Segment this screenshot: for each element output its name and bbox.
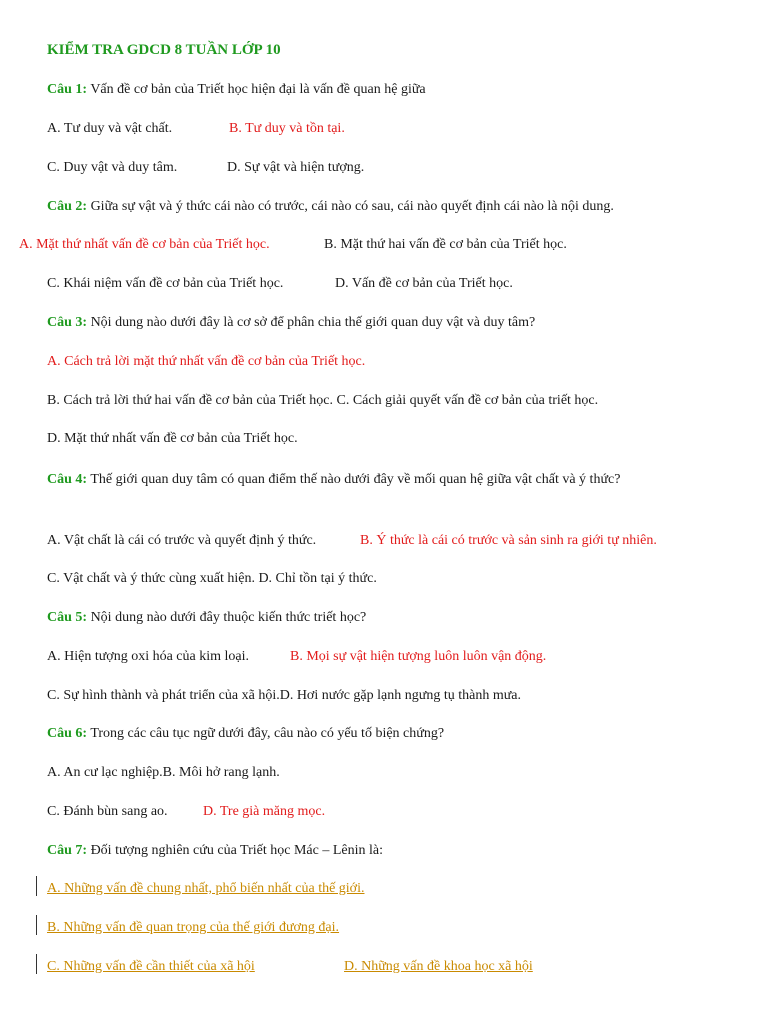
question-label: Câu 6: [47, 726, 88, 741]
question-label: Câu 5: [47, 610, 88, 625]
question-label: Câu 4: [47, 472, 88, 487]
change-bar [36, 954, 37, 974]
q2-option-b: B. Mặt thứ hai vấn đề cơ bản của Triết học. [324, 237, 567, 252]
question-7 [47, 842, 383, 860]
q4-option-b-answer: B. Ý thức là cái có trước và sản sinh ra giới tự nhiên. [360, 533, 657, 548]
question-text: Nội dung nào dưới đây là cơ sở để phân chia thế giới quan duy vật và duy tâm? [90, 315, 536, 330]
q3-option-b-c: B. Cách trả lời thứ hai vấn đề cơ bản của Triết học. C. Cách giải quyết vấn đề cơ bản của triết học. [47, 393, 599, 408]
question-4 [47, 469, 707, 491]
question-5 [47, 609, 366, 627]
question-text: Trong các câu tục ngữ dưới đây, câu nào có yếu tố biện chứng? [90, 726, 445, 741]
q3-option-d: D. Mặt thứ nhất vấn đề cơ bản của Triết học. [47, 431, 298, 446]
q3-option-a-answer: A. Cách trả lời mặt thứ nhất vấn đề cơ bản của Triết học. [47, 354, 366, 369]
q6-option-d-answer: D. Tre già măng mọc. [203, 804, 326, 819]
q5-option-a: A. Hiện tượng oxi hóa của kim loại. [47, 649, 250, 664]
change-bar [36, 915, 37, 935]
q7-option-b: B. Những vấn đề quan trọng của thế giới đương đại. [47, 920, 340, 935]
question-label: Câu 7: [47, 843, 88, 858]
question-label: Câu 1: [47, 82, 88, 97]
q7-option-d: D. Những vấn đề khoa học xã hội [344, 959, 533, 974]
q2-option-a-answer: A. Mặt thứ nhất vấn đề cơ bản của Triết học. [19, 237, 270, 252]
q2-option-c: C. Khái niệm vấn đề cơ bản của Triết học. [47, 276, 284, 291]
question-3 [47, 314, 535, 332]
q6-option-a-b: A. An cư lạc nghiệp.B. Môi hở rang lạnh. [47, 765, 280, 780]
q1-option-c: C. Duy vật và duy tâm. [47, 160, 178, 175]
question-text: Vấn đề cơ bản của Triết học hiện đại là vấn đề quan hệ giữa [90, 82, 426, 97]
question-text: Giữa sự vật và ý thức cái nào có trước, cái nào có sau, cái nào quyết định cái nào là nội dung. [90, 199, 614, 214]
question-label: Câu 2: [47, 199, 88, 214]
q1-option-b-answer: B. Tư duy và tồn tại. [229, 121, 345, 136]
question-text: Thế giới quan duy tâm có quan điểm thế nào dưới đây về mối quan hệ giữa vật chất và ý thức? [90, 472, 621, 487]
question-2 [47, 198, 614, 216]
question-label: Câu 3: [47, 315, 88, 330]
document-title: KIỂM TRA GDCD 8 TUẦN LỚP 10 [47, 42, 281, 58]
q5-option-b-answer: B. Mọi sự vật hiện tượng luôn luôn vận động. [290, 649, 547, 664]
q4-option-a: A. Vật chất là cái có trước và quyết định ý thức. [47, 533, 317, 548]
q7-option-c: C. Những vấn đề cần thiết của xã hội [47, 959, 255, 974]
q1-option-d: D. Sự vật và hiện tượng. [227, 160, 365, 175]
q6-option-c: C. Đánh bùn sang ao. [47, 804, 168, 819]
change-bar [36, 876, 37, 896]
question-1 [47, 81, 426, 99]
q7-option-a: A. Những vấn đề chung nhất, phổ biến nhất của thế giới. [47, 881, 365, 896]
question-6 [47, 725, 444, 743]
q4-option-c-d: C. Vật chất và ý thức cùng xuất hiện. D. Chỉ tồn tại ý thức. [47, 571, 377, 586]
question-text: Nội dung nào dưới đây thuộc kiến thức triết học? [90, 610, 367, 625]
q5-option-c-d: C. Sự hình thành và phát triển của xã hội.D. Hơi nước gặp lạnh ngưng tụ thành mưa. [47, 688, 522, 703]
question-text: Đối tượng nghiên cứu của Triết học Mác – Lênin là: [90, 843, 383, 858]
q1-option-a: A. Tư duy và vật chất. [47, 121, 173, 136]
q2-option-d: D. Vấn đề cơ bản của Triết học. [335, 276, 513, 291]
